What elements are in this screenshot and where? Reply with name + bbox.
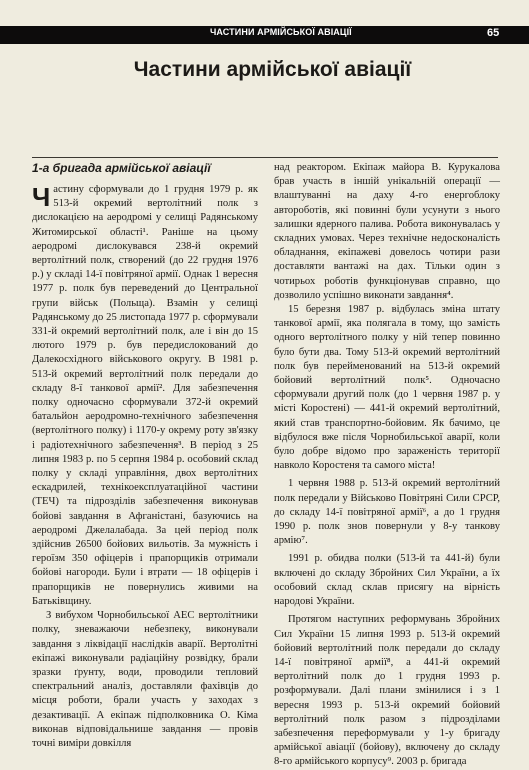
- section-heading: 1-а бригада армійської авіації: [32, 161, 211, 175]
- paragraph: Протягом наступних реформувань Збройних Сил України 15 липня 1993 р. 513-й окремий бойовий вертолітний полк передали до складу 14-ї повітряної армії⁸, а 441-й окремий вертолітний полк до 1 грудня 1993 р. розформували. Далі плани змінилися і з 1 вересня 1993 р. 513-й окремий бойовий вертолітний полк разом з підрозділами забезпечення переформували у 1-у бригаду армійської авіації (бойову), включену до складу 8-го армійського корпусу⁹. 2003 р. бригада: [274, 614, 500, 768]
- paragraph: 1991 р. обидва полки (513-й та 441-й) були включені до складу Збройних Сил України, а їх особовий склад склав присягу на вірність народові України.: [274, 553, 500, 608]
- paragraph: З вибухом Чорнобильської АЕС вертолітники полку, зневажаючи небезпеку, виконували завдання з ліквідації наслідків аварії. Вертолітні екіпажі виконували радіаційну розвідку, брали зразки ґрунту, води, проводили тепловий спектральний аналіз, доставляли фахівців до місця роботи, брали участь у заходах з дезактивації. А екіпаж підполковника О. Кіма виконав відповідальнише завдання — провів точні виміри довкілля: [32, 610, 258, 749]
- divider: [32, 157, 498, 158]
- paragraph: 15 березня 1987 р. відбулась зміна штату танкової армії, яка полягала в тому, що замість одного вертолітного полку у ній тепер повинно було бути два. Тому 513-й окремий вертолітний полк був перейменований на 513-й окремий бойовий вертолітний полк⁵. Одночасно сформували другий полк (до 1 червня 1987 р. у місті Коростені) — 441-й окремий вертолітний, який став транспортно-бойовим. Як бачимо, це відбулося вже після Чорнобильської аварії, коли було добре відомо про зараженість території навколо Коростеня та самого міста!: [274, 304, 500, 472]
- paragraph: 1 червня 1988 р. 513-й окремий вертолітний полк передали у Військово Повітряні Сили СРСР, до складу 14-ї повітряної армії⁶, а до 1 грудня 1990 р. полк знов повернули у 8-у танкову армію⁷.: [274, 478, 500, 547]
- drop-cap: Ч: [32, 182, 51, 212]
- paragraph: над реактором. Екіпаж майора В. Курукалова брав участь в іншій унікальній операції — влаштуванні на даху 4-го енергоблоку автороботів, які повинні були усунути з нього залишки ядерного палива. Робота виконувалась у складних умовах. Через технічне недосконалість обладнання, екіпажеві довелось чотири рази доставляти вантажі на дах. Тільки один з чотирьох роботів функціонував справно, що дозволило успішно виконати завдання⁴.: [274, 162, 500, 301]
- right-column: [274, 161, 500, 770]
- paragraph-text: астину сформували до 1 грудня 1979 р. як 513-й окремий вертолітний полк з дислокацією на аеродромі у селищі Радянському Житомирської області¹. Раніше на цьому аеродромі дислокувався 238-й окремий вертолітний полк, створений (до 22 грудня 1976 р.) у складі 14-ї повітряної армії. Однак 1 вересня 1977 р. полк був переведений до Центральної групи військ (Польща). Взамін у селищі Радянському до 25 листопада 1977 р. сформували 331-й окремий вертолітний полк, але і він до 15 лютого 1979 р. був передислокований до Далекосхідного військового округу. В 1981 р. 513-й окремий вертолітний полк передали до складу 8-ї танкової армії². Для забезпечення полку одночасно сформували 372-й окремий батальйон аеродромно-технічного забезпечення (вертолітного полку) і 1170-у окрему роту зв'язку і радіотехнічного забезпечення³. В період з 25 липня 1983 р. по 5 серпня 1984 р. особовий склад полку у складі управління, двох вертолітних ескадрилей, технікоексплуатаційної частини (ТЕЧ) та підрозділів забезпечення виконував бойові завдання в Афганістані, базуючись на аеродромі Джелалабада. За цей період полк здійснив 26500 бойових вильотів. За мужність і героїзм 350 офіцерів і прапорщиків отримали бойові нагороди. Були і втрати — 18 офіцерів і прапорщиків не повернулись живими на Батьківщину.: [32, 184, 258, 607]
- chapter-title: Частини армійської авіації: [133, 58, 412, 81]
- page-number: 65: [487, 27, 500, 39]
- running-title: ЧАСТИНИ АРМІЙСЬКОЇ АВІАЦІЇ: [210, 27, 352, 37]
- running-header: [0, 26, 529, 44]
- paragraph: [32, 183, 258, 609]
- left-column: [32, 161, 258, 751]
